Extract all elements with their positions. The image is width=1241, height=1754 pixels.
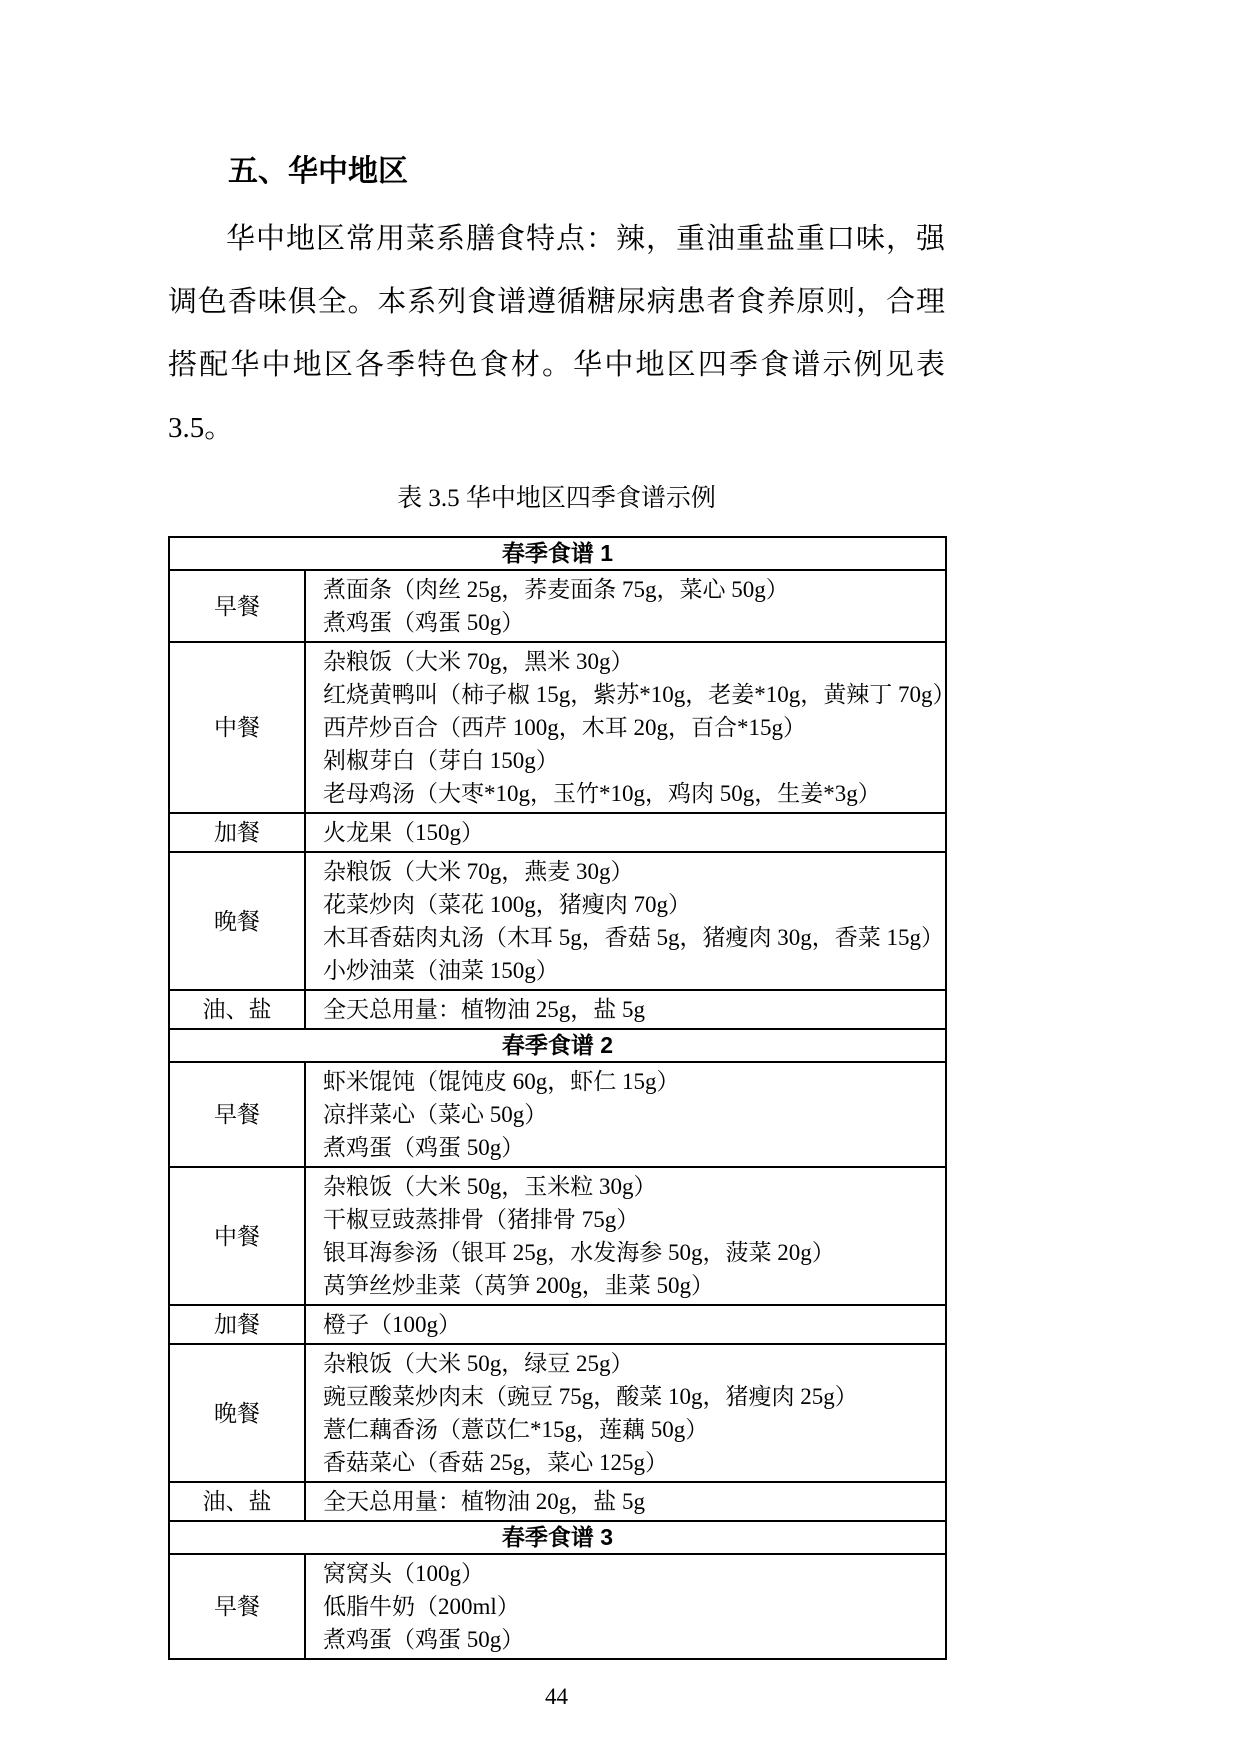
dish-item: 剁椒芽白（芽白 150g） (323, 748, 559, 773)
dish-item: 低脂牛奶（200ml） (323, 1594, 520, 1619)
dish-item: 小炒油菜（油菜 150g） (323, 958, 559, 983)
dish-item: 红烧黄鸭叫（柿子椒 15g，紫苏*10g，老姜*10g，黄辣丁 70g） (323, 682, 956, 707)
dish-item: 煮鸡蛋（鸡蛋 50g） (323, 1135, 525, 1160)
page-number: 44 (545, 1684, 568, 1709)
table-row (169, 570, 946, 642)
table-row (169, 1167, 946, 1305)
meal-items-cell (305, 642, 956, 813)
table-row (169, 1062, 946, 1167)
section-header: 春季食谱 1 (169, 537, 946, 570)
meal-items-cell (305, 813, 946, 852)
meal-label: 早餐 (169, 1554, 305, 1659)
meal-items-cell (305, 990, 946, 1029)
section-header-row (169, 537, 946, 570)
intro-paragraph (168, 208, 945, 460)
meal-items-cell (305, 570, 946, 642)
dish-item: 火龙果（150g） (323, 820, 484, 845)
dish-item: 木耳香菇肉丸汤（木耳 5g，香菇 5g，猪瘦肉 30g，香菜 15g） (323, 925, 944, 950)
table-row (169, 1344, 946, 1482)
dish-item: 虾米馄饨（馄饨皮 60g，虾仁 15g） (323, 1069, 680, 1094)
meal-label: 早餐 (169, 1062, 305, 1167)
meal-label: 中餐 (169, 642, 305, 813)
dish-item: 银耳海参汤（银耳 25g，水发海参 50g，菠菜 20g） (323, 1240, 835, 1265)
dish-item: 杂粮饭（大米 50g，玉米粒 30g） (323, 1174, 657, 1199)
meal-label: 油、盐 (169, 990, 305, 1029)
dish-item: 花菜炒肉（菜花 100g，猪瘦肉 70g） (323, 892, 691, 917)
table-row (169, 1305, 946, 1344)
dish-item: 杂粮饭（大米 70g，黑米 30g） (323, 649, 634, 674)
paragraph-line: 华中地区常用菜系膳食特点：辣，重油重盐重口味，强 (226, 223, 945, 255)
meal-label: 早餐 (169, 570, 305, 642)
dish-item: 莴笋丝炒韭菜（莴笋 200g，韭菜 50g） (323, 1273, 714, 1298)
dish-item: 凉拌菜心（菜心 50g） (323, 1102, 548, 1127)
meal-label: 晚餐 (169, 852, 305, 990)
dish-item: 老母鸡汤（大枣*10g，玉竹*10g，鸡肉 50g，生姜*3g） (323, 781, 881, 806)
table-row (169, 990, 946, 1029)
table-row (169, 642, 946, 813)
dish-item: 香菇菜心（香菇 25g，菜心 125g） (323, 1450, 668, 1475)
meal-label: 油、盐 (169, 1482, 305, 1521)
table-row (169, 1554, 946, 1659)
meal-items-cell (305, 1305, 946, 1344)
dish-item: 杂粮饭（大米 70g，燕麦 30g） (323, 859, 634, 884)
paragraph-line: 调色香味俱全。本系列食谱遵循糖尿病患者食养原则，合理 (168, 286, 945, 318)
meal-items-cell (305, 1167, 946, 1305)
dish-item: 薏仁藕香汤（薏苡仁*15g，莲藕 50g） (323, 1417, 709, 1442)
meal-items-cell (305, 1554, 946, 1659)
dish-item: 杂粮饭（大米 50g，绿豆 25g） (323, 1351, 634, 1376)
meal-label: 中餐 (169, 1167, 305, 1305)
meal-items-cell (305, 1482, 946, 1521)
meal-items-cell (305, 852, 946, 990)
section-heading: 五、华中地区 (228, 155, 408, 188)
dish-item: 豌豆酸菜炒肉末（豌豆 75g，酸菜 10g，猪瘦肉 25g） (323, 1384, 858, 1409)
meal-label: 加餐 (169, 813, 305, 852)
section-header-row (169, 1029, 946, 1062)
dish-item: 干椒豆豉蒸排骨（猪排骨 75g） (323, 1207, 640, 1232)
meal-items-cell (305, 1062, 946, 1167)
paragraph-line: 搭配华中地区各季特色食材。华中地区四季食谱示例见表 (168, 349, 945, 381)
dish-item: 煮面条（肉丝 25g，荞麦面条 75g，菜心 50g） (323, 577, 789, 602)
section-header: 春季食谱 3 (169, 1521, 946, 1554)
table-row (169, 1482, 946, 1521)
dish-item: 煮鸡蛋（鸡蛋 50g） (323, 1627, 525, 1652)
table-row (169, 813, 946, 852)
recipe-table (168, 536, 956, 1660)
paragraph-line: 3.5。 (168, 412, 234, 444)
table-caption: 表 3.5 华中地区四季食谱示例 (397, 485, 716, 512)
dish-item: 全天总用量：植物油 25g，盐 5g (323, 997, 645, 1022)
table-row (169, 852, 946, 990)
meal-items-cell (305, 1344, 946, 1482)
dish-item: 煮鸡蛋（鸡蛋 50g） (323, 610, 525, 635)
dish-item: 西芹炒百合（西芹 100g，木耳 20g，百合*15g） (323, 715, 806, 740)
meal-label: 加餐 (169, 1305, 305, 1344)
dish-item: 全天总用量：植物油 20g，盐 5g (323, 1489, 645, 1514)
section-header: 春季食谱 2 (169, 1029, 946, 1062)
dish-item: 窝窝头（100g） (323, 1561, 484, 1586)
meal-label: 晚餐 (169, 1344, 305, 1482)
dish-item: 橙子（100g） (323, 1312, 461, 1337)
section-header-row (169, 1521, 946, 1554)
